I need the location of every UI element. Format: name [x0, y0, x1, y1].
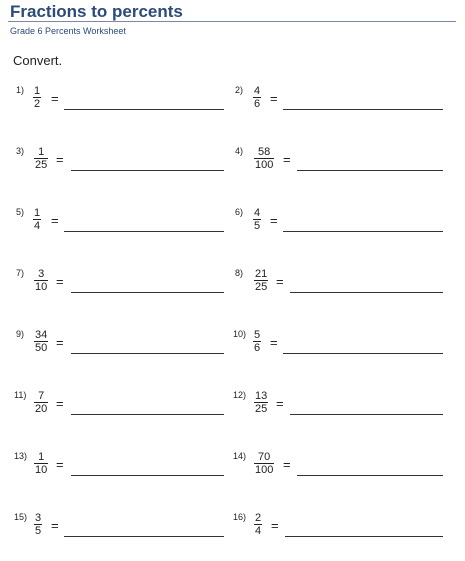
fraction	[33, 207, 41, 232]
denominator: 50	[35, 342, 48, 354]
numerator: 13	[255, 390, 268, 402]
denominator: 4	[34, 220, 41, 232]
equals-sign: =	[270, 91, 278, 106]
numerator: 1	[38, 451, 45, 463]
problem-16	[233, 512, 448, 552]
numerator: 5	[254, 329, 261, 341]
equals-sign: =	[51, 91, 59, 106]
denominator: 10	[35, 464, 48, 476]
problem-number: 13)	[14, 451, 28, 461]
numerator: 21	[255, 268, 268, 280]
problem-number: 3)	[16, 146, 25, 156]
problem-15	[14, 512, 229, 552]
denominator: 6	[254, 98, 261, 110]
equals-sign: =	[270, 335, 278, 350]
denominator: 6	[254, 342, 261, 354]
problem-7	[16, 268, 231, 308]
denominator: 100	[255, 464, 274, 476]
answer-line[interactable]	[64, 231, 224, 232]
problem-number: 8)	[235, 268, 244, 278]
problem-number: 7)	[16, 268, 25, 278]
problem-13	[14, 451, 229, 491]
equals-sign: =	[56, 335, 64, 350]
title-underline	[8, 21, 456, 22]
fraction	[34, 146, 48, 171]
equals-sign: =	[276, 274, 284, 289]
problem-5	[16, 207, 231, 247]
answer-line[interactable]	[64, 109, 224, 110]
answer-line[interactable]	[71, 170, 224, 171]
equals-sign: =	[56, 274, 64, 289]
numerator: 4	[254, 85, 261, 97]
denominator: 4	[255, 525, 262, 537]
problem-number: 16)	[233, 512, 247, 522]
answer-line[interactable]	[297, 170, 443, 171]
problem-2	[235, 85, 450, 125]
problem-6	[235, 207, 450, 247]
fraction	[34, 451, 48, 476]
problem-number: 10)	[233, 329, 247, 339]
answer-line[interactable]	[290, 414, 443, 415]
denominator: 20	[35, 403, 48, 415]
fraction	[253, 85, 261, 110]
answer-line[interactable]	[290, 292, 443, 293]
equals-sign: =	[271, 518, 279, 533]
problem-3	[16, 146, 231, 186]
fraction	[34, 512, 42, 537]
problem-number: 6)	[235, 207, 244, 217]
denominator: 25	[255, 403, 268, 415]
fraction	[34, 390, 48, 415]
problem-number: 12)	[233, 390, 247, 400]
denominator: 2	[34, 98, 41, 110]
denominator: 25	[255, 281, 268, 293]
equals-sign: =	[51, 518, 59, 533]
equals-sign: =	[283, 152, 291, 167]
problem-number: 14)	[233, 451, 247, 461]
answer-line[interactable]	[71, 475, 224, 476]
problem-number: 15)	[14, 512, 28, 522]
problem-number: 2)	[235, 85, 244, 95]
answer-line[interactable]	[283, 231, 443, 232]
equals-sign: =	[270, 213, 278, 228]
problem-10	[233, 329, 448, 369]
numerator: 4	[254, 207, 261, 219]
answer-line[interactable]	[297, 475, 443, 476]
problem-9	[16, 329, 231, 369]
problem-number: 5)	[16, 207, 25, 217]
fraction	[254, 146, 274, 171]
problem-1	[16, 85, 231, 125]
problem-number: 4)	[235, 146, 244, 156]
answer-line[interactable]	[283, 109, 443, 110]
fraction	[253, 329, 261, 354]
fraction	[254, 390, 268, 415]
answer-line[interactable]	[285, 536, 443, 537]
equals-sign: =	[283, 457, 291, 472]
answer-line[interactable]	[71, 353, 224, 354]
problem-number: 1)	[16, 85, 25, 95]
numerator: 3	[35, 512, 42, 524]
numerator: 2	[255, 512, 262, 524]
numerator: 1	[34, 85, 41, 97]
worksheet-title: Fractions to percents	[10, 2, 183, 21]
fraction	[33, 85, 41, 110]
problem-number: 11)	[14, 390, 27, 400]
problem-8	[235, 268, 450, 308]
equals-sign: =	[51, 213, 59, 228]
equals-sign: =	[276, 396, 284, 411]
instructions-text: Convert.	[13, 53, 63, 68]
problem-number: 9)	[16, 329, 25, 339]
equals-sign: =	[56, 396, 64, 411]
answer-line[interactable]	[283, 353, 443, 354]
denominator: 5	[254, 220, 261, 232]
numerator: 1	[34, 207, 41, 219]
fraction	[253, 207, 261, 232]
numerator: 34	[35, 329, 48, 341]
numerator: 70	[258, 451, 271, 463]
problem-12	[233, 390, 448, 430]
fraction	[254, 268, 268, 293]
fraction	[34, 268, 48, 293]
equals-sign: =	[56, 152, 64, 167]
numerator: 3	[38, 268, 45, 280]
problem-11	[14, 390, 229, 430]
answer-line[interactable]	[71, 414, 224, 415]
numerator: 58	[258, 146, 271, 158]
answer-line[interactable]	[71, 292, 224, 293]
denominator: 100	[255, 159, 274, 171]
numerator: 1	[38, 146, 45, 158]
equals-sign: =	[56, 457, 64, 472]
denominator: 5	[35, 525, 42, 537]
fraction	[254, 451, 274, 476]
problem-4	[235, 146, 450, 186]
fraction	[254, 512, 262, 537]
denominator: 10	[35, 281, 48, 293]
numerator: 7	[38, 390, 45, 402]
worksheet-subtitle: Grade 6 Percents Worksheet	[10, 26, 126, 36]
answer-line[interactable]	[64, 536, 224, 537]
problem-14	[233, 451, 448, 491]
denominator: 25	[35, 159, 48, 171]
fraction	[34, 329, 48, 354]
